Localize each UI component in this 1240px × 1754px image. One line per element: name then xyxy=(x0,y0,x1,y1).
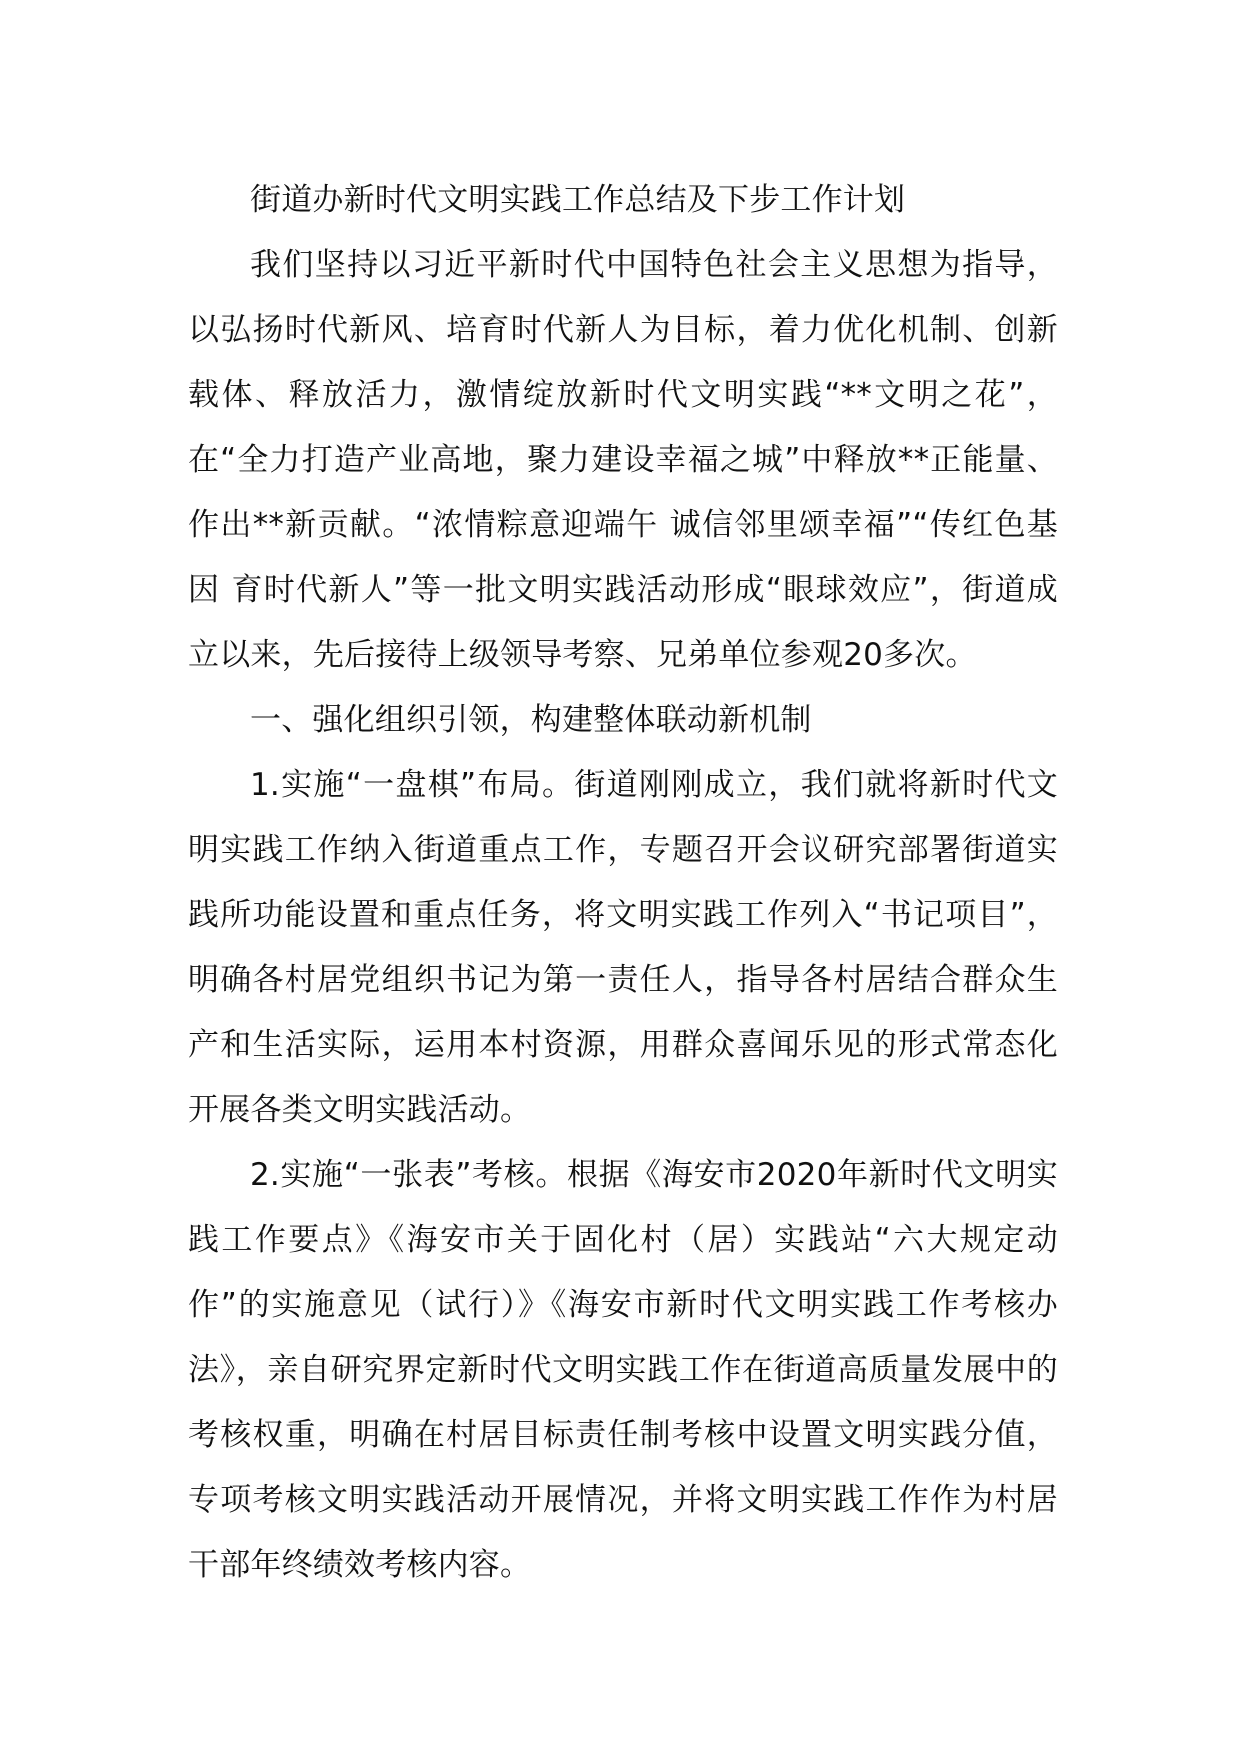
section-heading: 一、强化组织引领，构建整体联动新机制 xyxy=(250,702,812,738)
document-title: 街道办新时代文明实践工作总结及下步工作计划 xyxy=(250,182,906,218)
intro-paragraph: 我们坚持以习近平新时代中国特色社会主义思想为指导，以弘扬时代新风、培育时代新人为目标，着力优化机制、创新载体、释放活力，激情绽放新时代文明实践“**文明之花”，在“全力打造产业高地，聚力建设幸福之城”中释放**正能量、作出**新贡献。“浓情粽意迎端午 诚信邻里颂幸福”“传红色基因 育时代新人”等一批文明实践活动形成“眼球效应”，街道成立以来，先后接待上级领导考察、兄弟单位参观20多次。 xyxy=(188,247,1058,673)
item-two-paragraph: 2.实施“一张表”考核。根据《海安市2020年新时代文明实践工作要点》《海安市关于固化村（居）实践站“六大规定动作”的实施意见（试行）》《海安市新时代文明实践工作考核办法》，亲自研究界定新时代文明实践工作在街道高质量发展中的考核权重，明确在村居目标责任制考核中设置文明实践分值，专项考核文明实践活动开展情况，并将文明实践工作作为村居干部年终绩效考核内容。 xyxy=(188,1157,1058,1583)
item-one-paragraph: 1.实施“一盘棋”布局。街道刚刚成立，我们就将新时代文明实践工作纳入街道重点工作，专题召开会议研究部署街道实践所功能设置和重点任务，将文明实践工作列入“书记项目”，明确各村居党组织书记为第一责任人，指导各村居结合群众生产和生活实际，运用本村资源，用群众喜闻乐见的形式常态化开展各类文明实践活动。 xyxy=(188,767,1058,1128)
document-body xyxy=(188,168,1058,1598)
